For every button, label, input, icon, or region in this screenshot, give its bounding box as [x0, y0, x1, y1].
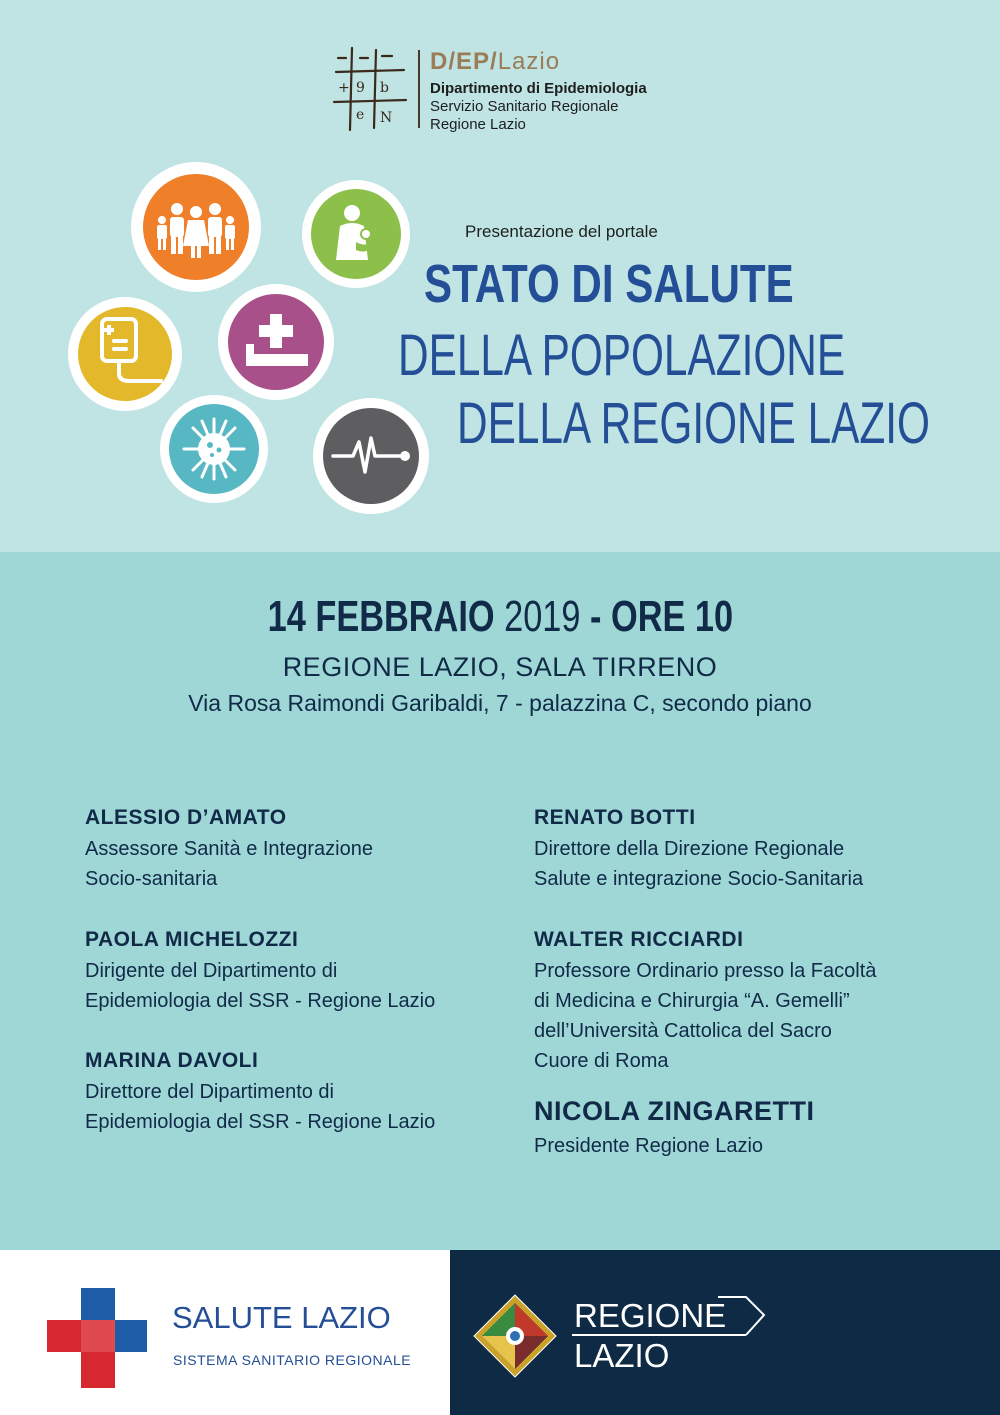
dep-handwritten-mark-icon [330, 44, 410, 134]
speaker-role-line: Assessore Sanità e Integrazione [85, 838, 373, 860]
speaker-name: WALTER RICCIARDI [534, 928, 744, 951]
heartbeat-icon [313, 398, 429, 514]
speaker-role-line: Epidemiologia del SSR - Regione Lazio [85, 990, 436, 1012]
logo-wordmark [430, 48, 560, 76]
virus-circle [160, 395, 268, 503]
iv-bag-icon [68, 297, 182, 411]
speaker-role-line: Cuore di Roma [534, 1050, 669, 1072]
speaker-role-line: Direttore della Direzione Regionale [534, 838, 845, 860]
svg-text:9: 9 [356, 80, 365, 96]
logo-department-name: Dipartimento di Epidemiologia [430, 80, 647, 97]
event-address: Via Rosa Raimondi Garibaldi, 7 - palazzina C, secondo piano [188, 690, 812, 716]
speaker-role [534, 834, 934, 894]
people-group-circle [131, 162, 261, 292]
virus-icon [160, 395, 268, 503]
speaker-name: RENATO BOTTI [534, 806, 696, 829]
people-group-icon [131, 162, 261, 292]
logo-wordmark-bold: D/EP/ [430, 48, 498, 75]
speaker-role [534, 956, 934, 1076]
speaker-role [85, 1077, 485, 1137]
regione-lazio-line-1: REGIONE [574, 1297, 727, 1334]
speaker-name: NICOLA ZINGARETTI [534, 1096, 815, 1126]
logo-wordmark-light: Lazio [497, 48, 561, 75]
event-time: ORE 10 [610, 592, 733, 641]
title-line-3: DELLA REGIONE LAZIO [457, 391, 930, 456]
event-date-day: 14 FEBBRAIO [267, 592, 495, 641]
salute-lazio-title: SALUTE LAZIO [172, 1300, 391, 1335]
title-line-1: STATO DI SALUTE [424, 254, 794, 314]
speaker-role-line: Direttore del Dipartimento di [85, 1081, 334, 1103]
speaker-role-line: Professore Ordinario presso la Facoltà [534, 960, 877, 982]
hospital-bed-circle [218, 284, 334, 400]
speaker-role-line: Epidemiologia del SSR - Regione Lazio [85, 1111, 436, 1133]
svg-text:e: e [356, 107, 365, 123]
svg-text:+: + [338, 80, 350, 96]
hospital-bed-icon [218, 284, 334, 400]
speaker-role-line: dell’Università Cattolica del Sacro [534, 1020, 832, 1042]
speaker-role-line: Socio-sanitaria [85, 868, 218, 890]
event-date [0, 592, 1000, 642]
salute-lazio-cross-icon [47, 1288, 147, 1388]
regione-lazio-crest-icon [472, 1293, 558, 1379]
logo-region-name: Regione Lazio [430, 116, 526, 133]
speaker-name: PAOLA MICHELOZZI [85, 928, 299, 951]
regione-lazio-line-2: LAZIO [574, 1337, 670, 1374]
event-date-separator: - [589, 592, 602, 641]
logo-service-name: Servizio Sanitario Regionale [430, 98, 619, 115]
speaker-name: ALESSIO D’AMATO [85, 806, 287, 829]
speaker-name: MARINA DAVOLI [85, 1049, 259, 1072]
speaker-role-line: Salute e integrazione Socio-Sanitaria [534, 868, 864, 890]
salute-lazio-subtitle: SISTEMA SANITARIO REGIONALE [173, 1352, 412, 1368]
speaker-role-line: Presidente Regione Lazio [534, 1135, 764, 1157]
speaker-role-line: Dirigente del Dipartimento di [85, 960, 338, 982]
speaker-role [85, 956, 485, 1016]
title-line-2: DELLA POPOLAZIONE [398, 323, 846, 388]
mother-child-circle [302, 180, 410, 288]
dep-lazio-logo [330, 44, 690, 134]
iv-bag-circle [68, 297, 182, 411]
svg-text:N: N [380, 110, 393, 126]
event-date-year: 2019 [503, 592, 581, 641]
speaker-role-line: di Medicina e Chirurgia “A. Gemelli” [534, 990, 850, 1012]
mother-child-icon [302, 180, 410, 288]
svg-text:b: b [380, 80, 389, 96]
event-venue: REGIONE LAZIO, SALA TIRRENO [282, 652, 718, 682]
heartbeat-circle [313, 398, 429, 514]
speaker-role [534, 1131, 934, 1161]
presentation-kicker: Presentazione del portale [465, 222, 658, 241]
logo-divider [418, 50, 420, 128]
speaker-role [85, 834, 485, 894]
